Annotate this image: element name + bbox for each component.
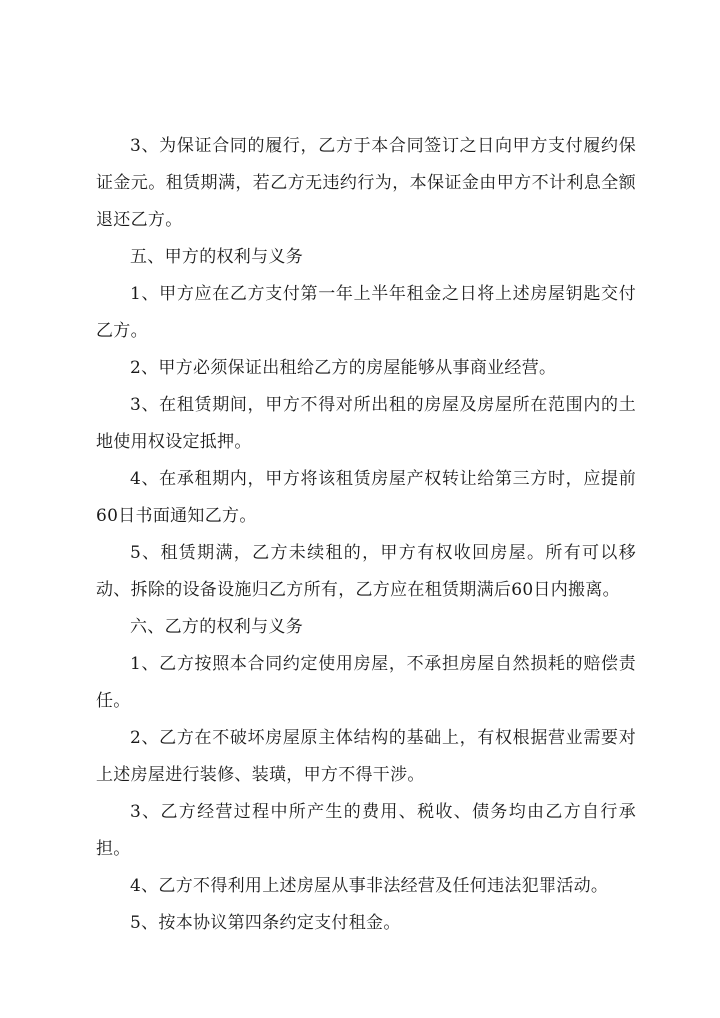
clause-renovation: 2、乙方在不破坏房屋原主体结构的基础上，有权根据营业需要对上述房屋进行装修、装璜，甲方不得干涉。 (96, 728, 636, 785)
clause-expenses: 3、乙方经营过程中所产生的费用、税收、债务均由乙方自行承担。 (96, 802, 636, 859)
clause-lease-expiry: 5、租赁期满，乙方未续租的，甲方有权收回房屋。所有可以移动、拆除的设备设施归乙方所有，乙方应在租赁期满后60日内搬离。 (96, 543, 636, 600)
clause-usage: 1、乙方按照本合同约定使用房屋，不承担房屋自然损耗的赔偿责任。 (96, 654, 636, 711)
section-heading-lessor-rights: 五、甲方的权利与义务 (130, 247, 303, 267)
clause-legal-use: 4、乙方不得利用上述房屋从事非法经营及任何违法犯罪活动。 (130, 876, 609, 896)
document-body (96, 128, 636, 942)
clause-no-mortgage: 3、在租赁期间，甲方不得对所出租的房屋及房屋所在范围内的土地使用权设定抵押。 (96, 395, 636, 452)
clause-key-handover: 1、甲方应在乙方支付第一年上半年租金之日将上述房屋钥匙交付乙方。 (96, 284, 636, 341)
clause-guarantee-deposit: 3、为保证合同的履行，乙方于本合同签订之日向甲方支付履约保证金元。租赁期满，若乙方无违约行为，本保证金由甲方不计利息全额退还乙方。 (96, 136, 636, 230)
clause-rent-payment: 5、按本协议第四条约定支付租金。 (130, 913, 401, 933)
clause-transfer-notice: 4、在承租期内，甲方将该租赁房屋产权转让给第三方时，应提前60日书面通知乙方。 (96, 469, 636, 526)
section-heading-lessee-rights: 六、乙方的权利与义务 (130, 617, 303, 637)
clause-commercial-use: 2、甲方必须保证出租给乙方的房屋能够从事商业经营。 (130, 358, 557, 378)
